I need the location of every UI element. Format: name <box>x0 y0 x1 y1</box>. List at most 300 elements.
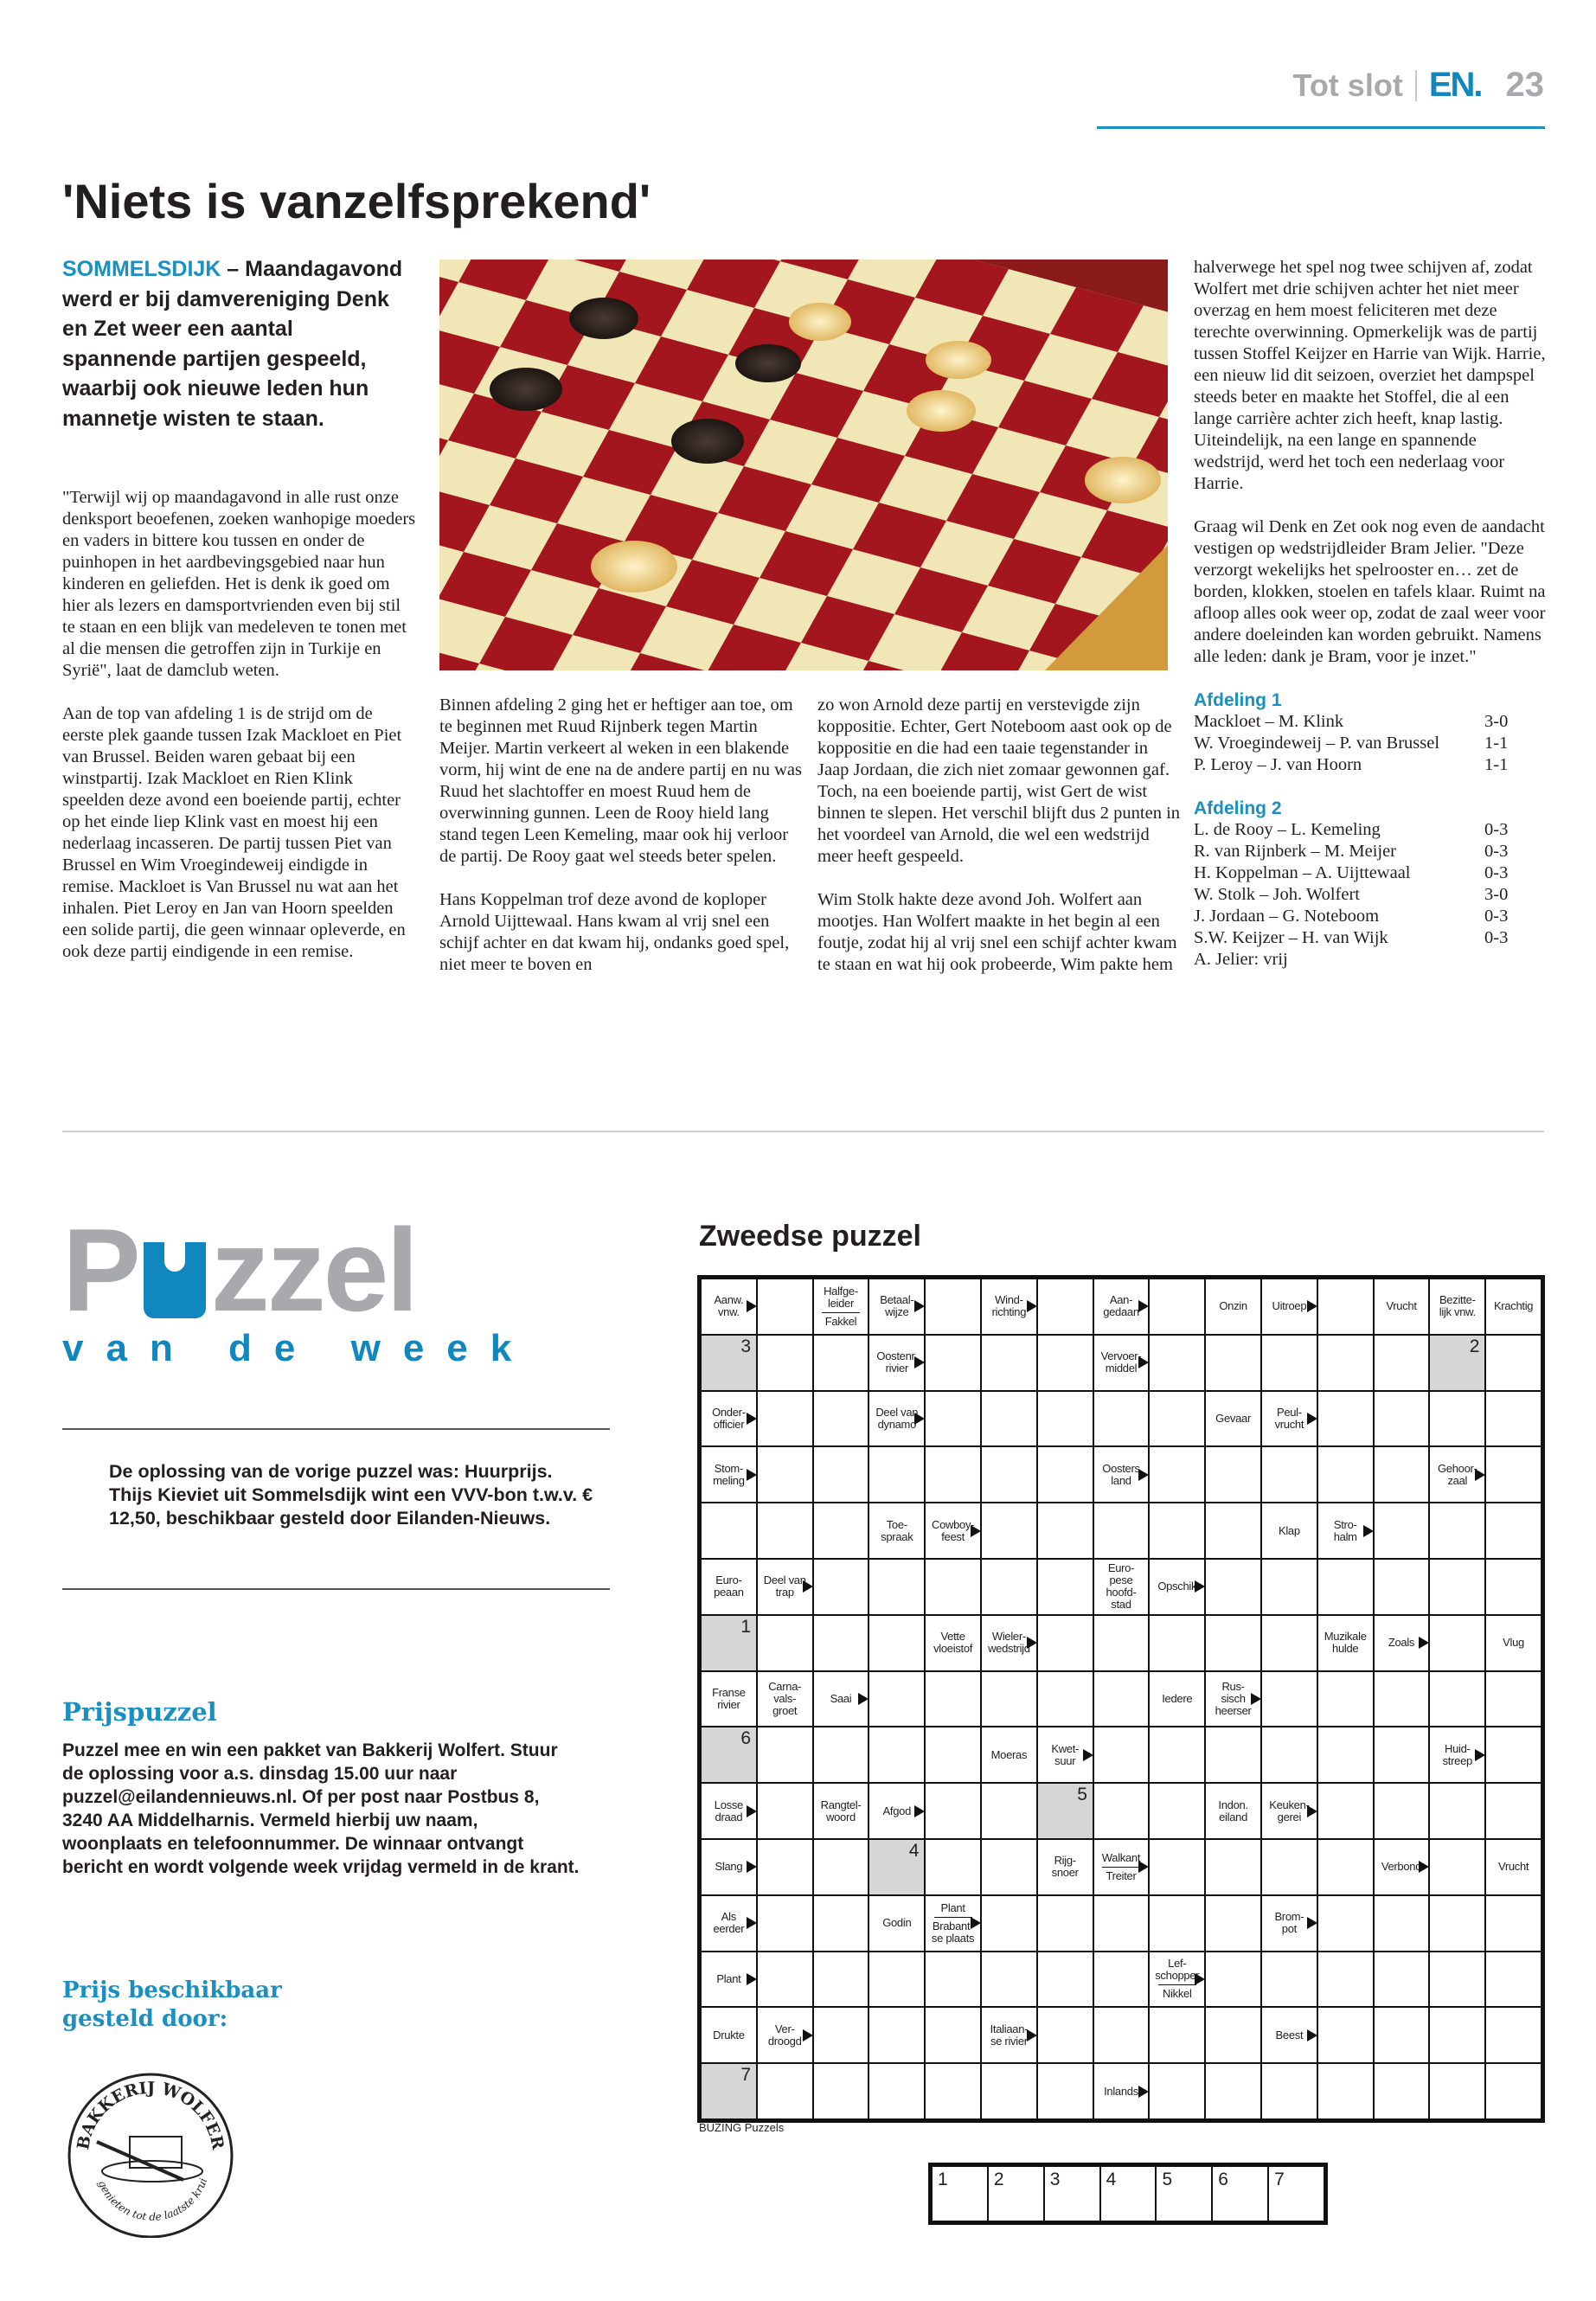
clue-text: Betaal- wijze <box>880 1293 914 1319</box>
answer-cell[interactable] <box>758 1727 812 1782</box>
clue-text: Franse rivier <box>712 1685 746 1711</box>
clue-cell <box>702 1447 756 1502</box>
clue-cell <box>814 1279 869 1334</box>
answer-cell[interactable] <box>1094 1896 1149 1951</box>
page-number: 23 <box>1505 66 1544 104</box>
clue-cell <box>1318 1503 1373 1558</box>
answer-cell[interactable] <box>1150 1784 1204 1838</box>
answer-cell[interactable] <box>1318 1784 1373 1838</box>
answer-cell[interactable] <box>814 1616 869 1670</box>
answer-cell[interactable] <box>1486 1727 1541 1782</box>
answer-cell[interactable] <box>1318 1392 1373 1446</box>
clue-text: Zoals <box>1388 1636 1415 1650</box>
answer-cell[interactable] <box>982 1896 1036 1951</box>
answer-cell[interactable] <box>869 1952 924 2007</box>
clue-text: Kwet- suur <box>1051 1741 1080 1767</box>
clue-cell <box>758 1672 812 1727</box>
clue-text: Gevaar <box>1215 1411 1251 1425</box>
clue-text: Brabant- se plaats <box>931 1919 975 1945</box>
arrow-right-icon <box>1027 1637 1036 1649</box>
cell-number: 5 <box>1077 1785 1087 1805</box>
clue-text: Rangtel- woord <box>820 1798 862 1823</box>
answer-cell[interactable] <box>926 2064 980 2118</box>
clue-text: Verbond <box>1381 1860 1422 1874</box>
clue-text: Gehoor- zaal <box>1437 1461 1477 1487</box>
clue-text: Halfge- leider <box>824 1284 858 1310</box>
answer-cell[interactable] <box>1375 1727 1429 1782</box>
answer-cell[interactable] <box>1206 2064 1260 2118</box>
result-row <box>1194 733 1516 754</box>
result-row <box>1194 754 1516 776</box>
answer-cell[interactable] <box>1038 1952 1093 2007</box>
answer-cell[interactable] <box>1375 1560 1429 1614</box>
answer-cell[interactable] <box>926 1279 980 1334</box>
answer-cell[interactable] <box>1038 2008 1093 2062</box>
numbered-answer-cell[interactable] <box>869 1840 924 1894</box>
answer-cell[interactable] <box>1486 1447 1541 1502</box>
answer-cell[interactable] <box>869 1560 924 1614</box>
numbered-answer-cell[interactable] <box>702 1616 756 1670</box>
answer-cell[interactable] <box>926 1952 980 2007</box>
answer-cell[interactable] <box>1318 1952 1373 2007</box>
arrow-right-icon <box>747 1861 756 1873</box>
clue-text: Vrucht <box>1497 1860 1529 1874</box>
answer-cell[interactable] <box>1038 1616 1093 1670</box>
answer-cell[interactable] <box>1150 2064 1204 2118</box>
answer-cell[interactable] <box>926 2008 980 2062</box>
answer-cell[interactable] <box>869 1616 924 1670</box>
answer-cell[interactable] <box>1375 2064 1429 2118</box>
answer-cell[interactable] <box>1318 1727 1373 1782</box>
answer-cell[interactable] <box>1094 1952 1149 2007</box>
clue-cell <box>814 1784 869 1838</box>
arrow-right-icon <box>1419 1637 1428 1649</box>
answer-cell[interactable] <box>1486 1952 1541 2007</box>
numbered-answer-cell[interactable] <box>1038 1784 1093 1838</box>
clue-text: Onzin <box>1219 1299 1247 1313</box>
clue-text: Opschik <box>1157 1580 1197 1593</box>
answer-cell[interactable] <box>1206 1336 1260 1390</box>
answer-cell[interactable] <box>1206 1560 1260 1614</box>
clue-text: Fakkel <box>824 1314 857 1328</box>
lead-text: – Maandagavond werd er bij damvereniging Denk en Zet weer een aantal spannende partijen gespeeld, waarbij ook nieuwe leden hun mannetje wisten te staan. <box>62 257 403 431</box>
answer-cell[interactable] <box>982 2064 1036 2118</box>
clue-cell <box>1206 1392 1260 1446</box>
answer-cell[interactable] <box>1094 1392 1149 1446</box>
answer-cell[interactable] <box>814 1336 869 1390</box>
answer-cell[interactable] <box>814 1392 869 1446</box>
answer-cell[interactable] <box>1150 1840 1204 1894</box>
prize-text: Puzzel mee en win een pakket van Bakkerij Wolfert. Stuur de oplossing voor a.s. dinsdag 15.00 uur naar puzzel@eilandennieuws.nl. Of per post naar Postbus 8, 3240 AA Middelharnis. Vermeld hierbij uw naam, woonplaats en telefoonnummer. De winnaar ontvangt bericht en wordt volgende week vrijdag vermeld in de krant. <box>62 1740 580 1877</box>
result-score: 0-3 <box>1484 863 1509 882</box>
result-match: L. de Rooy – L. Kemeling <box>1194 820 1381 839</box>
answer-cell[interactable] <box>814 1560 869 1614</box>
answer-cell[interactable] <box>758 1616 812 1670</box>
clue-text: Saai <box>830 1691 852 1705</box>
answer-cell[interactable] <box>758 1392 812 1446</box>
answer-cell[interactable] <box>1318 1896 1373 1951</box>
answer-cell[interactable] <box>1094 2008 1149 2062</box>
answer-cell[interactable] <box>1262 1560 1317 1614</box>
clue-text: Euro- pese hoofd- stad <box>1106 1561 1137 1612</box>
arrow-right-icon <box>1138 1861 1148 1873</box>
answer-cell[interactable] <box>758 2064 812 2118</box>
answer-cell[interactable] <box>1038 1392 1093 1446</box>
answer-cell[interactable] <box>814 1840 869 1894</box>
answer-cell[interactable] <box>1150 1896 1204 1951</box>
answer-cell[interactable] <box>982 1392 1036 1446</box>
answer-cell[interactable] <box>1262 1952 1317 2007</box>
clue-cell <box>1486 1840 1541 1894</box>
clue-cell <box>1150 1560 1204 1614</box>
answer-cell[interactable] <box>1318 1672 1373 1727</box>
answer-cell[interactable] <box>1430 2064 1484 2118</box>
answer-cell[interactable] <box>926 1336 980 1390</box>
clue-cell <box>1038 1840 1093 1894</box>
answer-cell[interactable] <box>1375 1672 1429 1727</box>
result-score: 0-3 <box>1484 907 1509 926</box>
clue-divider <box>822 1312 860 1313</box>
clue-cell <box>702 1896 756 1951</box>
answer-cell[interactable] <box>1486 1784 1541 1838</box>
answer-cell[interactable] <box>814 1896 869 1951</box>
clue-text: Euro- peaan <box>714 1574 744 1599</box>
answer-cell[interactable] <box>1150 2008 1204 2062</box>
answer-cell[interactable] <box>1486 1560 1541 1614</box>
clue-text: Stom- meling <box>713 1461 745 1487</box>
answer-cell[interactable] <box>1375 1952 1429 2007</box>
divider <box>62 1428 610 1430</box>
clue-text: Deel van trap <box>763 1574 806 1599</box>
answer-cell[interactable] <box>1486 2008 1541 2062</box>
arrow-right-icon <box>747 1469 756 1481</box>
answer-cell[interactable] <box>1318 1840 1373 1894</box>
arrow-right-icon <box>971 1525 980 1537</box>
answer-cell[interactable] <box>1150 1392 1204 1446</box>
clue-cell <box>1094 1336 1149 1390</box>
arrow-right-icon <box>803 1580 812 1593</box>
answer-cell[interactable] <box>1430 1560 1484 1614</box>
answer-cell[interactable] <box>1038 1896 1093 1951</box>
answer-cell[interactable] <box>982 1503 1036 1558</box>
answer-cell[interactable] <box>1375 1503 1429 1558</box>
answer-cell[interactable] <box>1150 1279 1204 1334</box>
answer-cell[interactable] <box>926 1672 980 1727</box>
answer-cell[interactable] <box>869 1447 924 1502</box>
answer-cell[interactable] <box>926 1447 980 1502</box>
clue-cell <box>869 1279 924 1334</box>
arrow-right-icon <box>1251 1693 1260 1705</box>
answer-cell[interactable] <box>1150 1336 1204 1390</box>
clue-cell <box>702 1784 756 1838</box>
clue-cell <box>1375 1616 1429 1670</box>
answer-cell[interactable] <box>926 1784 980 1838</box>
previous-solution: De oplossing van de vorige puzzel was: Huurprijs. Thijs Kieviet uit Sommelsdijk wint een VVV-bon t.w.v. € 12,50, beschikbaar gesteld door Eilanden-Nieuws. <box>109 1461 593 1529</box>
clue-text: Brom- pot <box>1274 1910 1304 1936</box>
clue-text: Als eerder <box>713 1910 745 1936</box>
answer-cell[interactable] <box>702 1503 756 1558</box>
clue-text: Krachtig <box>1493 1299 1534 1313</box>
answer-cell[interactable] <box>1038 1336 1093 1390</box>
result-row <box>1194 949 1516 971</box>
clue-cell <box>1038 1727 1093 1782</box>
clue-text: Indon. eiland <box>1218 1798 1248 1823</box>
result-score: 3-0 <box>1484 885 1509 904</box>
answer-cell[interactable] <box>814 1727 869 1782</box>
arrow-right-icon <box>803 2029 812 2041</box>
answer-cell[interactable] <box>758 1952 812 2007</box>
answer-cell[interactable] <box>1486 1672 1541 1727</box>
paragraph: Aan de top van afdeling 1 is de strijd om de eerste plek gaande tussen Izak Mackloet en Piet van Brussel. Beiden waren gebaat bij een winstpartij. Izak Mackloet en Rien Klink speelden deze avond een boeiende partij, echter op het einde liep Klink vast en moest hij een nederlaag incasseren. De partij tussen Piet van Brussel en Wim Vroegindeweij eindigde in remise. Mackloet is Van Brussel nu wat aan het inhalen. Piet Leroy en Jan van Hoorn speelden een solide partij, die geen winnaar opleverde, en ook deze partij eindigende in een remise. <box>62 704 406 961</box>
answer-cell[interactable] <box>1262 1336 1317 1390</box>
cell-number: 4 <box>908 1840 920 1861</box>
clue-cell <box>1430 1279 1484 1334</box>
answer-cell[interactable] <box>1430 1672 1484 1727</box>
clue-cell <box>1206 1784 1260 1838</box>
clue-text: Vette vloeistof <box>933 1630 973 1656</box>
clue-cell <box>702 1840 756 1894</box>
arrow-right-icon <box>914 1356 924 1368</box>
clue-text: Moeras <box>990 1747 1028 1761</box>
answer-cell[interactable] <box>1206 1952 1260 2007</box>
answer-cell[interactable] <box>1094 1503 1149 1558</box>
arrow-right-icon <box>1307 1413 1317 1425</box>
answer-cell[interactable] <box>1150 1447 1204 1502</box>
result-score: 0-3 <box>1484 928 1509 947</box>
answer-cell[interactable] <box>1150 1616 1204 1670</box>
answer-cell[interactable] <box>982 1952 1036 2007</box>
clue-cell <box>702 1560 756 1614</box>
cell-number: 1 <box>740 1616 751 1637</box>
answer-cell[interactable] <box>1038 1503 1093 1558</box>
answer-cell[interactable] <box>1486 1392 1541 1446</box>
answer-cell[interactable] <box>1430 2008 1484 2062</box>
answer-cell[interactable] <box>869 1727 924 1782</box>
answer-cell[interactable] <box>1206 1840 1260 1894</box>
logo-word: zzel <box>210 1204 417 1336</box>
arrow-right-icon <box>1027 1300 1036 1312</box>
answer-cell[interactable] <box>1318 1447 1373 1502</box>
clue-text: Huid- streep <box>1442 1741 1472 1767</box>
answer-cell[interactable] <box>1375 1447 1429 1502</box>
clue-cell <box>1486 1279 1541 1334</box>
paragraph: "Terwijl wij op maandagavond in alle rust onze denksport beoefenen, zoeken wanhopige moeders en vaders in bittere kou tussen en onder de puinhopen in het aardbevingsgebied naar hun kinderen en geliefden. Het is denk ik goed om hier als lezers en damsportvrienden even bij stil te staan en een blijk van medeleven te tonen met al die mensen die getroffen zijn in Turkije en Syrië", laat de damclub weten. <box>62 488 416 680</box>
answer-cell[interactable] <box>1318 1336 1373 1390</box>
answer-cell[interactable] <box>869 2008 924 2062</box>
answer-cell[interactable] <box>1430 1840 1484 1894</box>
answer-cell[interactable] <box>869 2064 924 2118</box>
clue-text: Carna- vals- groet <box>768 1679 802 1717</box>
solution-slot[interactable]: 5 <box>1157 2167 1211 2221</box>
result-score: 0-3 <box>1484 820 1509 839</box>
answer-cell[interactable] <box>1318 2008 1373 2062</box>
answer-cell[interactable] <box>1262 1727 1317 1782</box>
arrow-right-icon <box>1083 1749 1093 1761</box>
answer-cell[interactable] <box>814 1447 869 1502</box>
cell-number: 7 <box>740 2065 751 2086</box>
solution-slot[interactable]: 1 <box>933 2167 987 2221</box>
answer-cell[interactable] <box>1430 1896 1484 1951</box>
answer-cell[interactable] <box>1375 1336 1429 1390</box>
answer-cell[interactable] <box>1318 1279 1373 1334</box>
answer-cell[interactable] <box>758 1784 812 1838</box>
answer-cell[interactable] <box>1206 1447 1260 1502</box>
answer-cell[interactable] <box>1038 1560 1093 1614</box>
answer-cell[interactable] <box>758 1896 812 1951</box>
answer-cell[interactable] <box>1094 1727 1149 1782</box>
result-match: H. Koppelman – A. Uijttewaal <box>1194 863 1411 882</box>
answer-cell[interactable] <box>926 1392 980 1446</box>
clue-cell <box>1150 1672 1204 1727</box>
arrow-right-icon <box>1195 1973 1204 1985</box>
bakkerij-wolfert-logo <box>62 2069 240 2238</box>
solution-slot[interactable]: 2 <box>989 2167 1043 2221</box>
clue-cell <box>869 1503 924 1558</box>
clue-cell <box>758 1560 812 1614</box>
clue-cell <box>1094 1279 1149 1334</box>
answer-cell[interactable] <box>1430 1784 1484 1838</box>
answer-cell[interactable] <box>814 2008 869 2062</box>
answer-cell[interactable] <box>1375 1896 1429 1951</box>
answer-cell[interactable] <box>1430 1616 1484 1670</box>
answer-cell[interactable] <box>1486 1896 1541 1951</box>
clue-text: Oosters land <box>1102 1461 1140 1487</box>
answer-cell[interactable] <box>1486 1336 1541 1390</box>
arrow-right-icon <box>971 1917 980 1929</box>
clue-text: Lef- schopper <box>1155 1957 1200 1983</box>
solution-slot[interactable]: 3 <box>1045 2167 1099 2221</box>
answer-cell[interactable] <box>1094 1784 1149 1838</box>
puzzel-van-de-week-logo <box>62 1204 535 1370</box>
clue-text: Inlands <box>1104 2084 1138 2098</box>
answer-cell[interactable] <box>1318 1560 1373 1614</box>
arrow-right-icon <box>1307 1805 1317 1817</box>
answer-cell[interactable] <box>1038 1672 1093 1727</box>
paragraph: zo won Arnold deze partij en verstevigde zijn koppositie. Echter, Gert Noteboom aast ook op de koppositie en die had een taaie tegenstander in Jaap Jordaan, die zich niet zomaar gewonnen gaf. Toch, na een boeiende partij, wist Gert de wist binnen te slepen. Het verschil blijft dus 2 punten in het voordeel van Arnold, die wel een wedstrijd meer heeft gespeeld. <box>817 695 1181 866</box>
answer-cell[interactable] <box>1262 2064 1317 2118</box>
clue-cell <box>1262 1896 1317 1951</box>
result-score: 1-1 <box>1484 734 1509 753</box>
numbered-answer-cell[interactable] <box>1430 1336 1484 1390</box>
answer-cell[interactable] <box>1206 1727 1260 1782</box>
paragraph: Wim Stolk hakte deze avond Joh. Wolfert aan mootjes. Han Wolfert maakte in het begin al een foutje, zodat hij al vrij snel een schijf achter kwam te staan en wat hij ook probeerde, Wim pakte hem <box>817 890 1177 974</box>
arrow-right-icon <box>747 1413 756 1425</box>
result-score: 1-1 <box>1484 755 1509 774</box>
svg-text:genieten tot de laatste kruime: genieten tot de laatste krui <box>95 2176 210 2223</box>
clue-text: Godin <box>882 1916 912 1930</box>
answer-cell[interactable] <box>1430 1503 1484 1558</box>
numbered-answer-cell[interactable] <box>702 2064 756 2118</box>
answer-cell[interactable] <box>1206 2008 1260 2062</box>
clue-cell <box>982 2008 1036 2062</box>
clue-text: Muzikale hulde <box>1324 1630 1367 1656</box>
solution-slot[interactable]: 7 <box>1269 2167 1324 2221</box>
answer-cell[interactable] <box>982 1560 1036 1614</box>
answer-cell[interactable] <box>1206 1616 1260 1670</box>
answer-cell[interactable] <box>1262 1840 1317 1894</box>
answer-cell[interactable] <box>758 1447 812 1502</box>
result-row <box>1194 884 1516 906</box>
answer-cell[interactable] <box>1150 1503 1204 1558</box>
article-column-2 <box>439 695 803 997</box>
answer-cell[interactable] <box>1038 1447 1093 1502</box>
answer-cell[interactable] <box>758 1336 812 1390</box>
dateline: SOMMELSDIJK <box>62 257 221 281</box>
article-title: 'Niets is vanzelfsprekend' <box>62 174 651 228</box>
result-row <box>1194 927 1516 949</box>
answer-cell[interactable] <box>1375 1392 1429 1446</box>
answer-cell[interactable] <box>1486 1503 1541 1558</box>
solution-slot[interactable]: 6 <box>1213 2167 1267 2221</box>
result-score: 0-3 <box>1484 842 1509 861</box>
numbered-answer-cell[interactable] <box>702 1336 756 1390</box>
answer-cell[interactable] <box>1375 1784 1429 1838</box>
answer-cell[interactable] <box>1038 1279 1093 1334</box>
answer-cell[interactable] <box>758 1840 812 1894</box>
answer-cell[interactable] <box>1430 1952 1484 2007</box>
answer-cell[interactable] <box>982 1840 1036 1894</box>
arrow-right-icon <box>747 1917 756 1929</box>
answer-cell[interactable] <box>982 1784 1036 1838</box>
answer-cell[interactable] <box>1094 1672 1149 1727</box>
answer-cell[interactable] <box>1038 2064 1093 2118</box>
answer-cell[interactable] <box>1206 1503 1260 1558</box>
answer-cell[interactable] <box>926 1727 980 1782</box>
result-match: R. van Rijnberk – M. Meijer <box>1194 842 1397 861</box>
answer-cell[interactable] <box>982 1447 1036 1502</box>
answer-cell[interactable] <box>1375 2008 1429 2062</box>
clue-cell <box>869 1336 924 1390</box>
clue-text: Treiter <box>1106 1868 1137 1882</box>
arrow-right-icon <box>914 1413 924 1425</box>
answer-cell[interactable] <box>1262 1672 1317 1727</box>
answer-cell[interactable] <box>1206 1896 1260 1951</box>
clue-text: Cowboy- feest <box>931 1517 975 1543</box>
arrow-right-icon <box>1138 2086 1148 2098</box>
answer-cell[interactable] <box>926 1840 980 1894</box>
clue-cell <box>814 1672 869 1727</box>
clue-text: Stro- halm <box>1333 1517 1357 1543</box>
answer-cell[interactable] <box>1150 1727 1204 1782</box>
paragraph: Hans Koppelman trof deze avond de koploper Arnold Uijttewaal. Hans kwam al vrij snel een schijf achter en dat kwam hij, ondanks goed spel, niet meer te boven en <box>439 890 790 974</box>
answer-cell[interactable] <box>1262 1447 1317 1502</box>
result-row <box>1194 711 1516 733</box>
answer-cell[interactable] <box>982 1672 1036 1727</box>
solution-slot[interactable]: 4 <box>1101 2167 1156 2221</box>
answer-cell[interactable] <box>1486 2064 1541 2118</box>
answer-cell[interactable] <box>982 1336 1036 1390</box>
answer-cell[interactable] <box>1262 1616 1317 1670</box>
answer-cell[interactable] <box>926 1560 980 1614</box>
answer-cell[interactable] <box>814 1952 869 2007</box>
clue-text: Plant <box>940 1900 965 1914</box>
numbered-answer-cell[interactable] <box>702 1727 756 1782</box>
answer-cell[interactable] <box>814 1503 869 1558</box>
article-column-1 <box>62 487 417 984</box>
answer-cell[interactable] <box>1430 1392 1484 1446</box>
arrow-right-icon <box>914 1300 924 1312</box>
answer-cell[interactable] <box>1318 2064 1373 2118</box>
answer-cell[interactable] <box>1094 1616 1149 1670</box>
result-row <box>1194 906 1516 927</box>
answer-cell[interactable] <box>814 2064 869 2118</box>
answer-cell[interactable] <box>758 1279 812 1334</box>
answer-cell[interactable] <box>869 1672 924 1727</box>
clue-cell <box>702 1279 756 1334</box>
clue-text: Rijg- snoer <box>1051 1854 1079 1880</box>
answer-cell[interactable] <box>758 1503 812 1558</box>
clue-text: Plant <box>716 1971 741 1985</box>
